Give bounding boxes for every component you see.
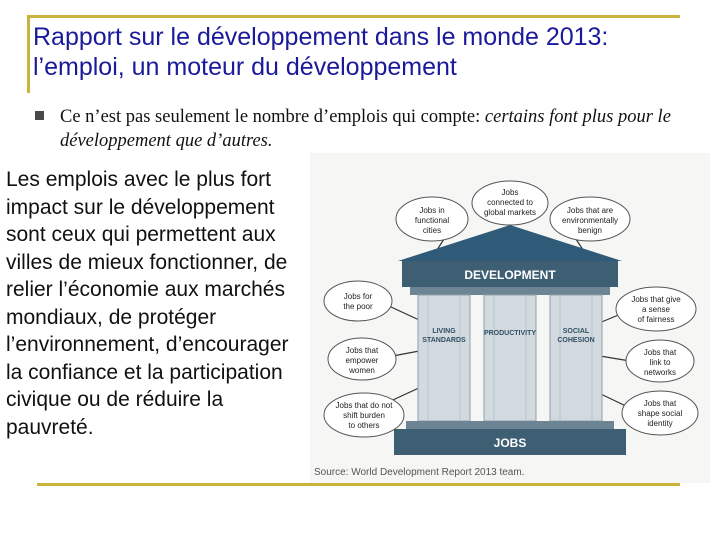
base-label: JOBS — [493, 436, 527, 450]
bubble-burden-line3: to others — [348, 421, 380, 430]
bubble-women-line1: Jobs that — [345, 346, 379, 355]
bullet-marker — [35, 111, 44, 120]
left-rule — [27, 15, 30, 93]
bubble-poor-line1: Jobs for — [343, 292, 373, 301]
bubble-women-line2: empower — [345, 356, 379, 365]
pillar-label-living-1: LIVING — [432, 328, 456, 335]
column-middle — [484, 295, 536, 421]
bubble-environment-line3: benign — [577, 226, 603, 235]
slide-title: Rapport sur le développement dans le monde 2013: l’emploi, un moteur du développement — [33, 23, 609, 81]
pillar-label-social-1: SOCIAL — [562, 328, 590, 335]
figure-source: Source: World Development Report 2013 team. — [314, 467, 525, 478]
bubble-identity-line1: Jobs that — [643, 399, 677, 408]
roof-label: DEVELOPMENT — [464, 268, 556, 282]
bubble-global-line3: global markets — [483, 208, 537, 217]
pillar-label-social-2: COHESION — [557, 337, 595, 344]
bubble-fairness-line1: Jobs that give — [631, 295, 681, 304]
bubble-identity-line2: shape social — [637, 409, 683, 418]
bubble-global-line2: connected to — [487, 198, 533, 207]
bubble-poor — [324, 281, 392, 321]
bubble-networks-line3: networks — [643, 368, 677, 377]
column-left — [418, 295, 470, 421]
top-rule — [27, 15, 680, 18]
base-step — [406, 421, 614, 429]
bullet-text — [60, 105, 695, 153]
bubble-burden-line2: shift burden — [343, 411, 385, 420]
bullet-text-italic: certains font plus pour le développement que d’autres. — [60, 107, 671, 151]
bubble-fairness-line3: of fairness — [637, 315, 675, 324]
bubble-fairness-line2: a sense — [641, 305, 671, 314]
bubble-networks-line2: link to — [649, 358, 671, 367]
bubble-cities-line2: functional — [414, 216, 450, 225]
bubble-cities-line3: cities — [422, 226, 442, 235]
pillar-label-productivity: PRODUCTIVITY — [483, 330, 537, 337]
bubble-networks-line1: Jobs that — [643, 348, 677, 357]
bullet-text-plain: Ce n’est pas seulement le nombre d’emplois qui compte: — [60, 107, 485, 127]
bubble-women-line3: women — [349, 366, 375, 375]
bubble-burden-line1: Jobs that do not — [335, 401, 393, 410]
bubble-environment-line1: Jobs that are — [566, 206, 614, 215]
bubble-cities-line1: Jobs in — [419, 206, 445, 215]
bottom-rule — [37, 483, 680, 486]
bubble-identity-line3: identity — [647, 419, 673, 428]
description-paragraph: Les emplois avec le plus fort impact sur le développement sont ceux qui permettent aux villes de mieux fonctionner, de relier l’économie aux marchés mondiaux, de protéger l’environnement, d’encourager la confiance et la participation civique ou de réduire la pauvreté. — [6, 168, 289, 439]
jobs-development-diagram — [310, 153, 710, 483]
bubble-poor-line2: the poor — [343, 302, 373, 311]
capital-beam — [410, 287, 610, 295]
pillar-label-living-2: STANDARDS — [422, 337, 466, 344]
bubble-global-line1: Jobs — [501, 188, 519, 197]
bubble-environment-line2: environmentally — [561, 216, 619, 225]
column-right — [550, 295, 602, 421]
